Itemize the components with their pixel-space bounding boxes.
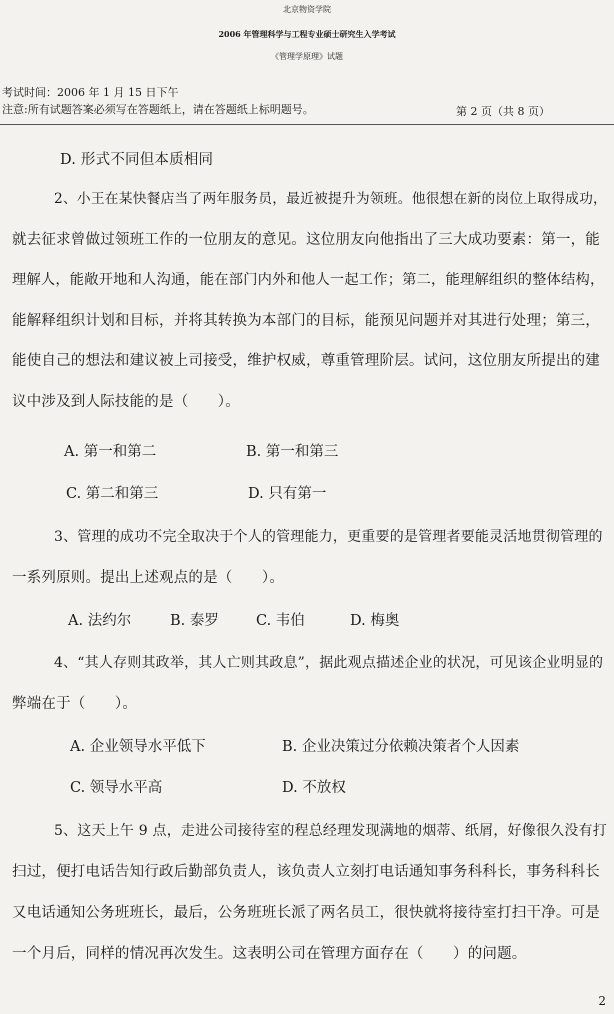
- q2-option-d: D. 只有第一: [248, 486, 327, 502]
- q2-option-a: A. 第一和第二: [64, 444, 157, 460]
- q5-line: 又电话通知公务班班长，最后，公务班班长派了两名员工，很快就将接待室打扫干净。可是: [12, 905, 600, 921]
- q2-option-b: B. 第一和第三: [246, 444, 339, 460]
- q3-line: 3、管理的成功不完全取决于个人的管理能力，更重要的是管理者要能灵活地贯彻管理的: [54, 529, 603, 545]
- q2-line: 能解释组织计划和目标，并将其转换为本部门的目标，能预见问题并对其进行处理；第三，: [12, 313, 600, 329]
- q2-line: 就去征求曾做过领班工作的一位朋友的意见。这位朋友向他指出了三大成功要素：第一，能: [12, 232, 600, 248]
- q2-line: 理解人，能敞开地和人沟通，能在部门内外和他人一起工作；第二，能理解组织的整体结构，: [12, 272, 605, 288]
- q3-option-d: D. 梅奥: [350, 613, 400, 629]
- page-info: 第 2 页（共 8 页）: [456, 105, 550, 118]
- q4-option-b: B. 企业决策过分依赖决策者个人因素: [282, 739, 520, 755]
- q3-option-b: B. 泰罗: [170, 613, 219, 629]
- exam-time: 考试时间：2006 年 1 月 15 日下午: [2, 86, 179, 99]
- q2-option-c: C. 第二和第三: [66, 486, 159, 502]
- q4-option-a: A. 企业领导水平低下: [70, 739, 206, 755]
- q4-option-d: D. 不放权: [282, 780, 346, 796]
- subject-title: 《管理学原理》试题: [271, 52, 343, 61]
- page-number: 2: [598, 994, 606, 1008]
- exam-notice: 注意:所有试题答案必须写在答题纸上，请在答题纸上标明题号。: [2, 103, 314, 116]
- q4-option-c: C. 领导水平高: [70, 780, 163, 796]
- q3-option-a: A. 法约尔: [68, 613, 132, 629]
- header-divider: [0, 124, 614, 125]
- q2-line: 能使自己的想法和建议被上司接受，维护权威，尊重管理阶层。试问，这位朋友所提出的建: [12, 353, 600, 369]
- q2-line: 议中涉及到人际技能的是（ ）。: [12, 394, 240, 410]
- q4-line: 4、“其人存则其政举，其人亡则其政息”，据此观点描述企业的状况，可见该企业明显的: [54, 655, 604, 671]
- q5-line: 一个月后，同样的情况再次发生。这表明公司在管理方面存在（ ）的问题。: [12, 946, 527, 962]
- school-name: 北京物资学院: [283, 5, 331, 14]
- q1-option-d: D. 形式不同但本质相同: [60, 152, 214, 168]
- q3-line: 一系列原则。提出上述观点的是（ ）。: [12, 570, 285, 586]
- q3-option-c: C. 韦伯: [256, 613, 305, 629]
- exam-title: 2006 年管理科学与工程专业硕士研究生入学考试: [218, 29, 396, 39]
- q4-line: 弊端在于（ ）。: [12, 696, 138, 712]
- q5-line: 5、这天上午 9 点，走进公司接待室的程总经理发现满地的烟蒂、纸屑，好像很久没有打: [54, 823, 607, 839]
- q5-line: 扫过，便打电话告知行政后勤部负责人，该负责人立刻打电话通知事务科科长，事务科科长: [12, 864, 600, 880]
- q2-line: 2、小王在某快餐店当了两年服务员，最近被提升为领班。他很想在新的岗位上取得成功，: [54, 191, 608, 207]
